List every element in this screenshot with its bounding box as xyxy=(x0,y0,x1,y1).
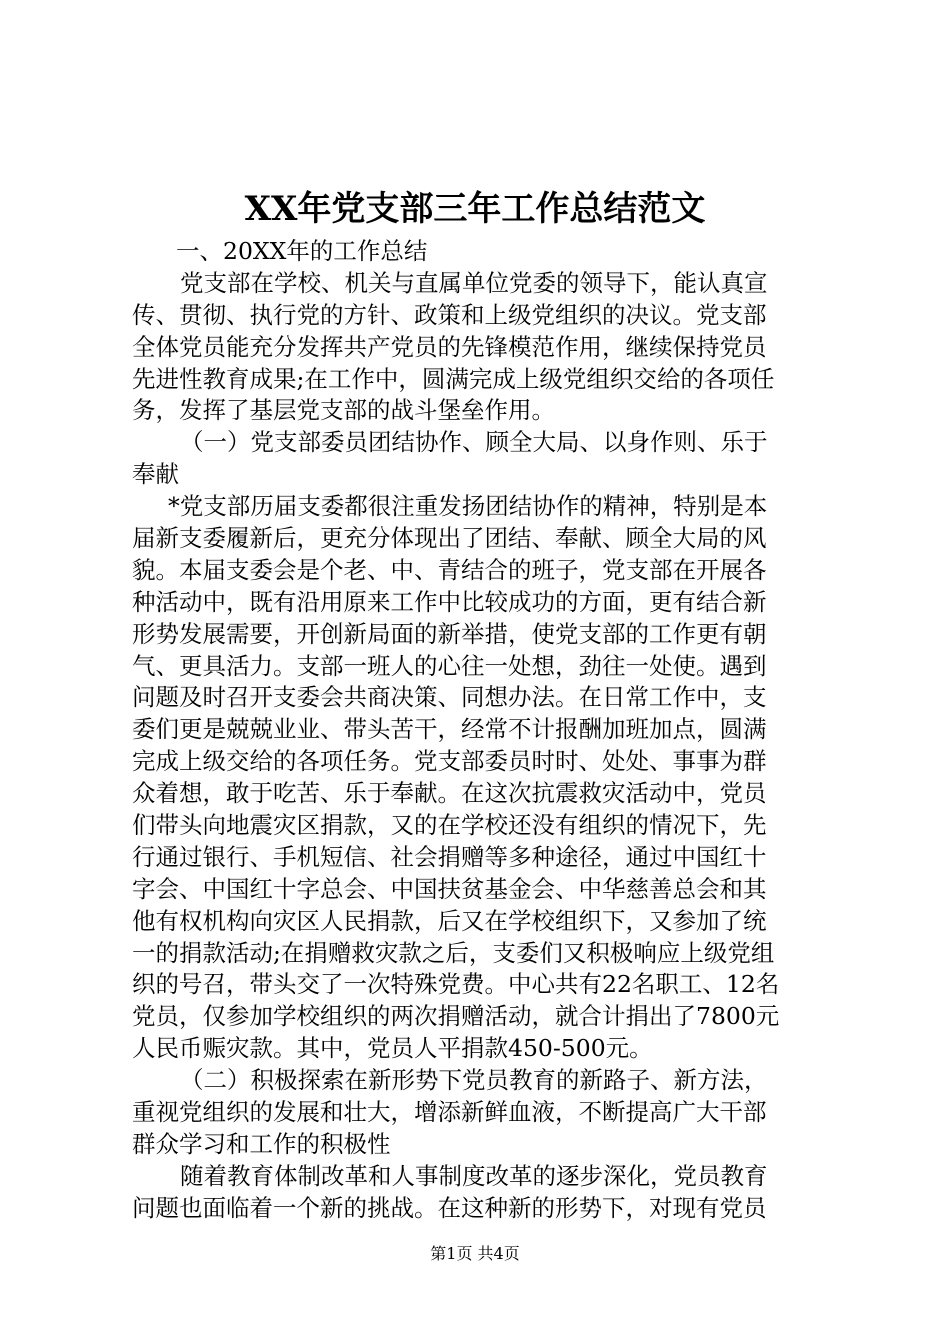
paragraph-line: 完成上级交给的各项任务。党支部委员时时、处处、事事为群 xyxy=(132,747,767,776)
page-footer: 第1页 共4页 xyxy=(430,1244,520,1263)
document-title: XX年党支部三年工作总结范文 xyxy=(244,189,706,229)
paragraph-line: 先进性教育成果;在工作中，圆满完成上级党组织交给的各项任 xyxy=(132,364,775,393)
paragraph-line: 问题及时召开支委会共商决策、同想办法。在日常工作中，支 xyxy=(132,683,767,712)
document-body xyxy=(132,236,832,1225)
paragraph-line: *党支部历届支委都很注重发扬团结协作的精神，特别是本 xyxy=(168,492,768,521)
subsection-heading: （一）党支部委员团结协作、顾全大局、以身作则、乐于 xyxy=(180,428,768,457)
paragraph-line: 众着想，敢于吃苦、乐于奉献。在这次抗震救灾活动中，党员 xyxy=(132,779,767,808)
paragraph-line: 党员，仅参加学校组织的两次捐赠活动，就合计捐出了7800元 xyxy=(132,1002,780,1031)
paragraph-line: 委们更是兢兢业业、带头苦干，经常不计报酬加班加点，圆满 xyxy=(132,715,767,744)
paragraph-line: 织的号召，带头交了一次特殊党费。中心共有22名职工、12名 xyxy=(132,970,780,999)
paragraph-line: 全体党员能充分发挥共产党员的先锋模范作用，继续保持党员 xyxy=(132,332,767,361)
paragraph-line: 们带头向地震灾区捐款，又的在学校还没有组织的情况下，先 xyxy=(132,811,767,840)
section-heading: 一、20XX年的工作总结 xyxy=(176,237,428,265)
paragraph-line: 党支部在学校、机关与直属单位党委的领导下，能认真宣 xyxy=(180,268,768,297)
paragraph-line: 他有权机构向灾区人民捐款，后又在学校组织下，又参加了统 xyxy=(132,906,767,935)
subsection-heading: 奉献 xyxy=(132,460,179,489)
subsection-heading: （二）积极探索在新形势下党员教育的新路子、新方法， xyxy=(180,1066,768,1095)
paragraph-line: 传、贯彻、执行党的方针、政策和上级党组织的决议。党支部 xyxy=(132,300,767,329)
paragraph-line: 气、更具活力。支部一班人的心往一处想，劲往一处使。遇到 xyxy=(132,651,767,680)
paragraph-line: 务，发挥了基层党支部的战斗堡垒作用。 xyxy=(132,396,555,425)
paragraph-line: 种活动中，既有沿用原来工作中比较成功的方面，更有结合新 xyxy=(132,587,767,616)
paragraph-line: 一的捐款活动;在捐赠救灾款之后，支委们又积极响应上级党组 xyxy=(132,938,775,967)
paragraph-line: 届新支委履新后，更充分体现出了团结、奉献、顾全大局的风 xyxy=(132,524,767,553)
paragraph-line: 貌。本届支委会是个老、中、青结合的班子，党支部在开展各 xyxy=(132,555,767,584)
paragraph-line: 随着教育体制改革和人事制度改革的逐步深化，党员教育 xyxy=(180,1161,768,1190)
paragraph-line: 形势发展需要，开创新局面的新举措，使党支部的工作更有朝 xyxy=(132,619,767,648)
paragraph-line: 人民币赈灾款。其中，党员人平捐款450-500元。 xyxy=(132,1034,653,1063)
subsection-heading: 群众学习和工作的积极性 xyxy=(132,1129,391,1158)
paragraph-line: 字会、中国红十字总会、中国扶贫基金会、中华慈善总会和其 xyxy=(132,874,767,903)
paragraph-line: 问题也面临着一个新的挑战。在这种新的形势下，对现有党员 xyxy=(132,1193,767,1222)
paragraph-line: 行通过银行、手机短信、社会捐赠等多种途径，通过中国红十 xyxy=(132,842,767,871)
subsection-heading: 重视党组织的发展和壮大，增添新鲜血液，不断提高广大干部 xyxy=(132,1098,767,1127)
